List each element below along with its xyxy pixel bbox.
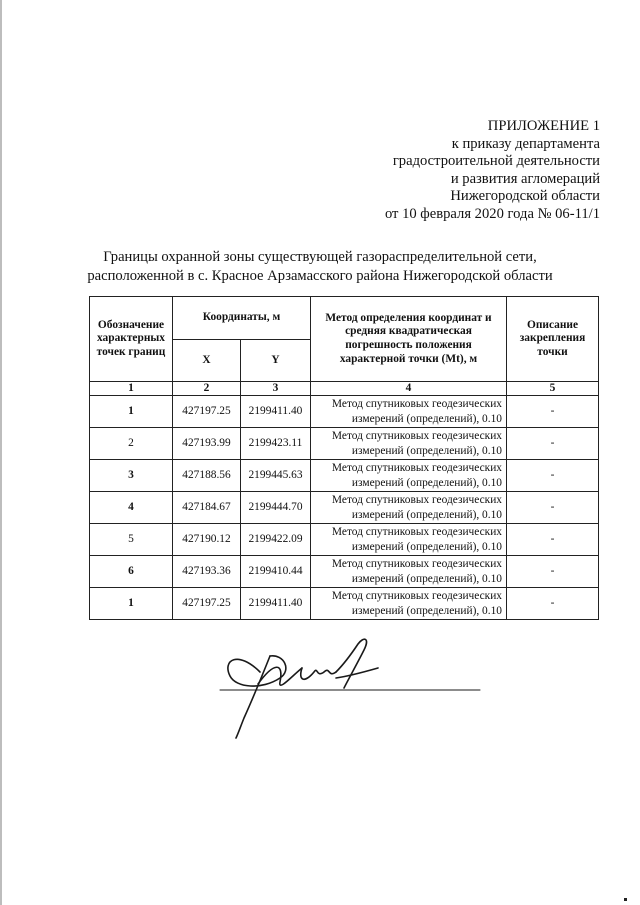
table-row — [90, 396, 599, 428]
column-number: 1 — [90, 382, 173, 396]
method-line-1: Метод спутниковых геодезических — [331, 557, 502, 570]
appendix-line: и развития агломераций — [450, 170, 600, 187]
column-number: 2 — [173, 382, 241, 396]
column-number: 4 — [311, 382, 507, 396]
method-line-2: измерений (определений), 0.10 — [351, 476, 502, 489]
y-coordinate-cell: 2199411.40 — [241, 588, 311, 620]
appendix-line: Нижегородской области — [450, 188, 600, 205]
method-line-2: измерений (определений), 0.10 — [351, 572, 502, 585]
handwritten-signature — [218, 632, 498, 742]
method-line-2: измерений (определений), 0.10 — [351, 444, 502, 457]
method-cell — [311, 492, 507, 524]
document-title-line-2: расположенной в с. Красное Арзамасского района Нижегородской области — [87, 268, 553, 284]
table-row — [90, 588, 599, 620]
point-id-cell: 3 — [90, 460, 173, 492]
method-cell — [311, 460, 507, 492]
method-line-2: измерений (определений), 0.10 — [351, 604, 502, 617]
method-cell — [311, 396, 507, 428]
header-method: Метод определения координат и средняя квадратическая погрешность положения характерной точки (Mt), м — [311, 297, 507, 382]
point-id-cell: 6 — [90, 556, 173, 588]
x-coordinate-cell: 427197.25 — [173, 396, 241, 428]
method-line-2: измерений (определений), 0.10 — [351, 508, 502, 521]
y-coordinate-cell: 2199422.09 — [241, 524, 311, 556]
table-row — [90, 556, 599, 588]
method-line-1: Метод спутниковых геодезических — [331, 429, 502, 442]
header-x: X — [173, 340, 241, 382]
page-edge-shadow — [0, 0, 2, 905]
appendix-date-line: от 10 февраля 2020 года № 06-11/1 — [384, 205, 600, 222]
method-line-2: измерений (определений), 0.10 — [351, 412, 502, 425]
x-coordinate-cell: 427193.36 — [173, 556, 241, 588]
table-row — [90, 492, 599, 524]
appendix-line: градостроительной деятельности — [392, 153, 600, 170]
point-id-cell: 2 — [90, 428, 173, 460]
x-coordinate-cell: 427184.67 — [173, 492, 241, 524]
y-coordinate-cell: 2199423.11 — [241, 428, 311, 460]
y-coordinate-cell: 2199410.44 — [241, 556, 311, 588]
appendix-line: к приказу департамента — [451, 135, 600, 152]
method-cell — [311, 524, 507, 556]
header-fixing-description: Описание закрепления точки — [507, 297, 599, 382]
x-coordinate-cell: 427197.25 — [173, 588, 241, 620]
x-coordinate-cell: 427188.56 — [173, 460, 241, 492]
point-id-cell: 1 — [90, 396, 173, 428]
appendix-title: ПРИЛОЖЕНИЕ 1 — [487, 118, 600, 134]
coordinates-table — [89, 296, 599, 620]
method-cell — [311, 588, 507, 620]
scan-mark — [624, 898, 627, 901]
method-line-1: Метод спутниковых геодезических — [331, 525, 502, 538]
column-number-row — [90, 382, 599, 396]
appendix-header — [385, 118, 600, 224]
y-coordinate-cell: 2199411.40 — [241, 396, 311, 428]
fixing-cell: - — [507, 588, 599, 620]
method-line-1: Метод спутниковых геодезических — [331, 589, 502, 602]
method-cell — [311, 428, 507, 460]
fixing-cell: - — [507, 460, 599, 492]
y-coordinate-cell: 2199445.63 — [241, 460, 311, 492]
column-number: 5 — [507, 382, 599, 396]
table-row — [90, 460, 599, 492]
point-id-cell: 4 — [90, 492, 173, 524]
method-line-1: Метод спутниковых геодезических — [331, 493, 502, 506]
column-number: 3 — [241, 382, 311, 396]
fixing-cell: - — [507, 492, 599, 524]
header-coordinates: Координаты, м — [173, 297, 311, 340]
method-line-1: Метод спутниковых геодезических — [331, 461, 502, 474]
document-title-line-1: Границы охранной зоны существующей газораспределительной сети, — [103, 249, 537, 265]
method-cell — [311, 556, 507, 588]
y-coordinate-cell: 2199444.70 — [241, 492, 311, 524]
table-row — [90, 524, 599, 556]
fixing-cell: - — [507, 428, 599, 460]
fixing-cell: - — [507, 556, 599, 588]
method-line-2: измерений (определений), 0.10 — [351, 540, 502, 553]
fixing-cell: - — [507, 396, 599, 428]
table-row — [90, 428, 599, 460]
header-point-designation: Обозначение характерных точек границ — [90, 297, 173, 382]
fixing-cell: - — [507, 524, 599, 556]
point-id-cell: 1 — [90, 588, 173, 620]
header-y: Y — [241, 340, 311, 382]
method-line-1: Метод спутниковых геодезических — [331, 397, 502, 410]
point-id-cell: 5 — [90, 524, 173, 556]
document-title — [40, 248, 600, 286]
x-coordinate-cell: 427190.12 — [173, 524, 241, 556]
x-coordinate-cell: 427193.99 — [173, 428, 241, 460]
